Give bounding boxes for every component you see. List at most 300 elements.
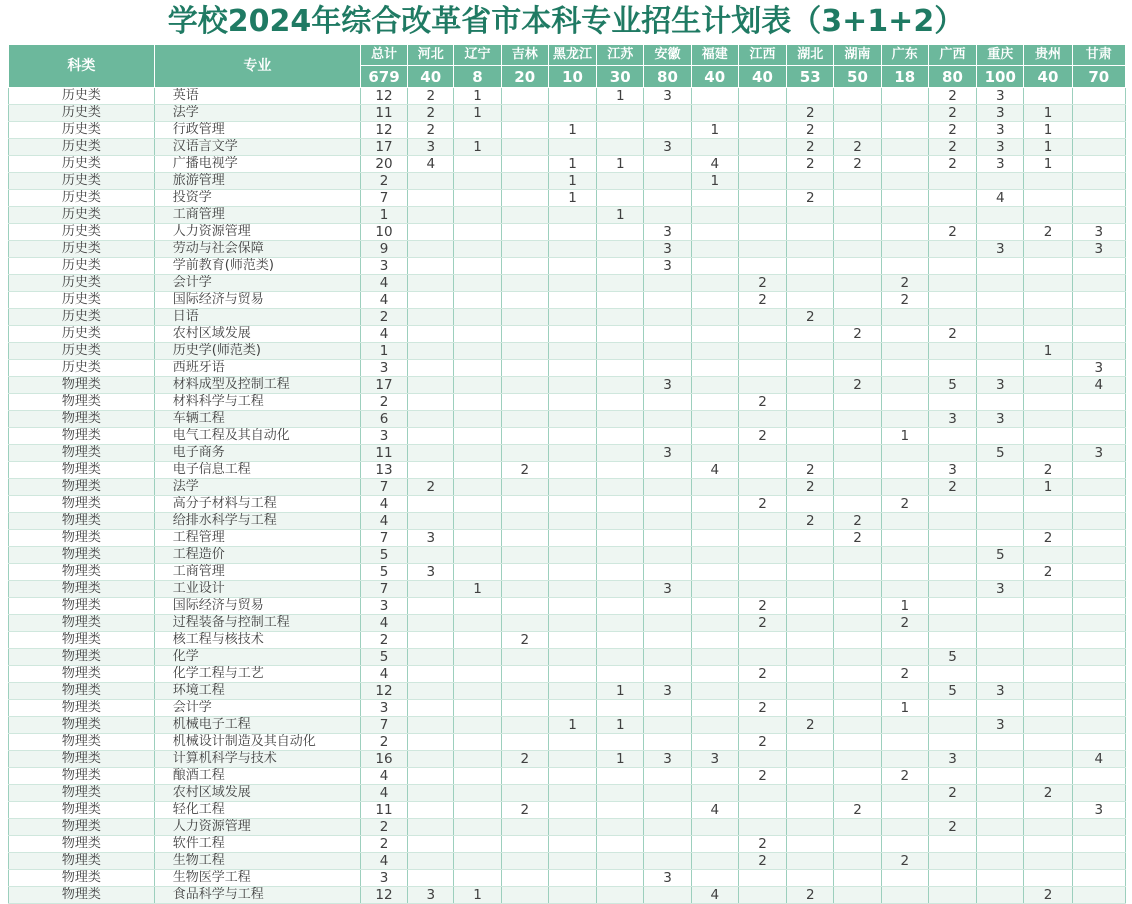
major-cell: 投资学	[154, 190, 360, 207]
quota-cell	[548, 853, 596, 870]
quota-cell	[691, 598, 738, 615]
category-cell: 物理类	[9, 683, 155, 700]
quota-cell: 5	[977, 445, 1024, 462]
quota-cell: 3	[408, 887, 454, 904]
quota-cell	[548, 326, 596, 343]
quota-cell	[644, 717, 691, 734]
major-cell: 人力资源管理	[154, 819, 360, 836]
quota-cell	[691, 717, 738, 734]
quota-cell	[881, 887, 928, 904]
quota-cell	[454, 802, 501, 819]
quota-cell	[787, 394, 834, 411]
header-total: 40	[738, 66, 786, 88]
quota-cell	[548, 411, 596, 428]
quota-cell	[501, 292, 548, 309]
header-province: 福建	[691, 45, 738, 66]
quota-cell	[408, 581, 454, 598]
quota-cell	[691, 819, 738, 836]
category-cell: 历史类	[9, 292, 155, 309]
quota-cell	[834, 105, 881, 122]
quota-cell	[787, 326, 834, 343]
quota-cell	[408, 700, 454, 717]
quota-cell	[738, 411, 786, 428]
category-cell: 历史类	[9, 173, 155, 190]
quota-cell	[691, 581, 738, 598]
quota-cell: 2	[738, 836, 786, 853]
quota-cell	[1072, 275, 1125, 292]
quota-cell	[597, 700, 644, 717]
quota-cell	[977, 513, 1024, 530]
quota-cell	[1072, 122, 1125, 139]
table-row	[9, 343, 1126, 360]
quota-cell	[928, 309, 976, 326]
major-cell: 酿酒工程	[154, 768, 360, 785]
quota-cell	[787, 632, 834, 649]
quota-cell	[787, 581, 834, 598]
quota-cell	[1024, 275, 1072, 292]
quota-cell: 4	[691, 802, 738, 819]
major-cell: 材料成型及控制工程	[154, 377, 360, 394]
quota-cell: 2	[787, 887, 834, 904]
header-province: 甘肃	[1072, 45, 1125, 66]
header-category: 科类	[9, 45, 155, 88]
table-row	[9, 734, 1126, 751]
quota-cell	[597, 241, 644, 258]
quota-cell	[501, 649, 548, 666]
quota-cell	[881, 836, 928, 853]
category-cell: 历史类	[9, 258, 155, 275]
quota-cell	[501, 819, 548, 836]
quota-cell	[977, 802, 1024, 819]
quota-cell	[408, 377, 454, 394]
quota-cell	[548, 360, 596, 377]
header-province: 总计	[360, 45, 407, 66]
quota-cell	[408, 819, 454, 836]
quota-cell: 2	[834, 530, 881, 547]
quota-cell	[597, 836, 644, 853]
table-row	[9, 887, 1126, 904]
major-cell: 会计学	[154, 700, 360, 717]
quota-cell	[501, 734, 548, 751]
category-cell: 物理类	[9, 428, 155, 445]
quota-cell	[408, 275, 454, 292]
row-total-cell: 6	[360, 411, 407, 428]
quota-cell	[408, 547, 454, 564]
quota-cell	[597, 360, 644, 377]
quota-cell	[834, 411, 881, 428]
quota-cell	[738, 751, 786, 768]
quota-cell	[787, 649, 834, 666]
quota-cell	[928, 632, 976, 649]
quota-cell	[834, 122, 881, 139]
quota-cell	[501, 207, 548, 224]
quota-cell	[787, 292, 834, 309]
quota-cell	[548, 751, 596, 768]
quota-cell: 3	[408, 139, 454, 156]
row-total-cell: 11	[360, 445, 407, 462]
major-cell: 日语	[154, 309, 360, 326]
table-row	[9, 479, 1126, 496]
category-cell: 历史类	[9, 326, 155, 343]
quota-cell: 2	[738, 275, 786, 292]
quota-cell	[1072, 326, 1125, 343]
category-cell: 历史类	[9, 309, 155, 326]
quota-cell	[454, 173, 501, 190]
table-row	[9, 564, 1126, 581]
quota-cell	[644, 309, 691, 326]
quota-cell	[454, 394, 501, 411]
table-row	[9, 632, 1126, 649]
quota-cell	[644, 122, 691, 139]
quota-cell	[928, 190, 976, 207]
quota-cell	[644, 734, 691, 751]
quota-cell	[501, 683, 548, 700]
quota-cell	[454, 207, 501, 224]
major-cell: 食品科学与工程	[154, 887, 360, 904]
quota-cell: 2	[787, 190, 834, 207]
quota-cell: 2	[501, 751, 548, 768]
quota-cell	[834, 615, 881, 632]
quota-cell	[597, 666, 644, 683]
quota-cell: 2	[928, 326, 976, 343]
table-row	[9, 411, 1126, 428]
quota-cell	[787, 258, 834, 275]
quota-cell	[597, 887, 644, 904]
quota-cell	[881, 734, 928, 751]
quota-cell	[1072, 632, 1125, 649]
major-cell: 过程装备与控制工程	[154, 615, 360, 632]
header-total: 53	[787, 66, 834, 88]
quota-cell	[501, 258, 548, 275]
quota-cell	[644, 564, 691, 581]
quota-cell	[928, 258, 976, 275]
quota-cell	[787, 615, 834, 632]
quota-cell	[977, 632, 1024, 649]
quota-cell: 2	[928, 88, 976, 105]
row-total-cell: 2	[360, 836, 407, 853]
header-total: 10	[548, 66, 596, 88]
quota-cell	[691, 547, 738, 564]
quota-cell	[881, 88, 928, 105]
quota-cell: 2	[787, 122, 834, 139]
quota-cell	[548, 734, 596, 751]
quota-cell	[834, 394, 881, 411]
quota-cell: 2	[928, 785, 976, 802]
table-row	[9, 292, 1126, 309]
quota-cell	[1024, 207, 1072, 224]
quota-cell	[454, 513, 501, 530]
quota-cell	[548, 615, 596, 632]
category-cell: 物理类	[9, 649, 155, 666]
quota-cell	[881, 530, 928, 547]
quota-cell	[454, 309, 501, 326]
quota-cell: 3	[928, 411, 976, 428]
major-cell: 生物工程	[154, 853, 360, 870]
quota-cell	[881, 156, 928, 173]
quota-cell	[597, 377, 644, 394]
table-header	[9, 45, 1126, 88]
quota-cell	[691, 683, 738, 700]
quota-cell	[1024, 547, 1072, 564]
quota-cell: 2	[787, 309, 834, 326]
row-total-cell: 4	[360, 513, 407, 530]
quota-cell	[787, 411, 834, 428]
quota-cell	[1024, 292, 1072, 309]
quota-cell	[1072, 547, 1125, 564]
header-province: 江苏	[597, 45, 644, 66]
quota-cell	[787, 360, 834, 377]
quota-cell	[597, 394, 644, 411]
quota-cell	[644, 836, 691, 853]
quota-cell	[548, 309, 596, 326]
quota-cell	[738, 581, 786, 598]
header-province: 湖南	[834, 45, 881, 66]
quota-cell: 3	[644, 445, 691, 462]
row-total-cell: 7	[360, 190, 407, 207]
quota-cell	[597, 173, 644, 190]
quota-cell	[834, 649, 881, 666]
quota-cell	[1024, 734, 1072, 751]
quota-cell: 2	[787, 139, 834, 156]
quota-cell: 2	[738, 496, 786, 513]
table-row	[9, 122, 1126, 139]
quota-cell	[597, 343, 644, 360]
quota-cell: 3	[977, 122, 1024, 139]
quota-cell	[501, 411, 548, 428]
quota-cell	[548, 275, 596, 292]
quota-cell	[501, 581, 548, 598]
quota-cell: 3	[977, 411, 1024, 428]
quota-cell: 3	[977, 241, 1024, 258]
quota-cell: 2	[928, 224, 976, 241]
quota-cell: 2	[787, 513, 834, 530]
quota-cell	[408, 717, 454, 734]
header-row-provinces	[9, 45, 1126, 66]
table-row	[9, 513, 1126, 530]
quota-cell	[1024, 309, 1072, 326]
quota-cell: 4	[977, 190, 1024, 207]
quota-cell	[928, 207, 976, 224]
table-row	[9, 819, 1126, 836]
table-row	[9, 683, 1126, 700]
quota-cell	[787, 428, 834, 445]
quota-cell	[787, 802, 834, 819]
table-row	[9, 547, 1126, 564]
quota-cell	[787, 241, 834, 258]
quota-cell	[597, 547, 644, 564]
quota-cell	[834, 683, 881, 700]
quota-cell	[501, 479, 548, 496]
quota-cell	[834, 768, 881, 785]
quota-cell	[597, 326, 644, 343]
quota-cell	[501, 853, 548, 870]
quota-cell	[454, 632, 501, 649]
quota-cell	[977, 700, 1024, 717]
table-row	[9, 139, 1126, 156]
category-cell: 物理类	[9, 598, 155, 615]
quota-cell	[548, 258, 596, 275]
quota-cell	[548, 564, 596, 581]
quota-cell	[691, 394, 738, 411]
row-total-cell: 7	[360, 530, 407, 547]
row-total-cell: 13	[360, 462, 407, 479]
quota-cell	[454, 700, 501, 717]
quota-cell: 2	[738, 768, 786, 785]
category-cell: 物理类	[9, 377, 155, 394]
major-cell: 工商管理	[154, 207, 360, 224]
quota-cell	[548, 581, 596, 598]
category-cell: 物理类	[9, 717, 155, 734]
quota-cell	[881, 122, 928, 139]
quota-cell	[454, 598, 501, 615]
quota-cell	[738, 224, 786, 241]
quota-cell	[597, 462, 644, 479]
major-cell: 电子信息工程	[154, 462, 360, 479]
quota-cell	[501, 88, 548, 105]
quota-cell	[691, 479, 738, 496]
quota-cell: 3	[977, 105, 1024, 122]
header-total: 80	[928, 66, 976, 88]
quota-cell	[597, 479, 644, 496]
quota-cell	[881, 462, 928, 479]
quota-cell	[977, 343, 1024, 360]
quota-cell	[787, 734, 834, 751]
quota-cell: 2	[1024, 887, 1072, 904]
quota-cell	[501, 190, 548, 207]
quota-cell	[1072, 258, 1125, 275]
quota-cell	[787, 343, 834, 360]
quota-cell	[597, 734, 644, 751]
quota-cell	[408, 326, 454, 343]
quota-cell	[834, 581, 881, 598]
quota-cell: 2	[501, 802, 548, 819]
quota-cell	[597, 122, 644, 139]
quota-cell	[597, 445, 644, 462]
quota-cell	[787, 666, 834, 683]
quota-cell	[548, 428, 596, 445]
header-province: 辽宁	[454, 45, 501, 66]
quota-cell	[834, 819, 881, 836]
row-total-cell: 5	[360, 649, 407, 666]
quota-cell	[787, 530, 834, 547]
table-row	[9, 241, 1126, 258]
quota-cell	[977, 224, 1024, 241]
header-province: 广西	[928, 45, 976, 66]
quota-cell	[597, 564, 644, 581]
quota-cell: 3	[1072, 802, 1125, 819]
quota-cell	[691, 88, 738, 105]
quota-cell	[548, 785, 596, 802]
quota-cell: 5	[928, 649, 976, 666]
row-total-cell: 7	[360, 479, 407, 496]
quota-cell	[501, 615, 548, 632]
quota-cell	[977, 598, 1024, 615]
quota-cell	[977, 785, 1024, 802]
quota-cell	[691, 190, 738, 207]
quota-cell	[977, 768, 1024, 785]
table-row	[9, 88, 1126, 105]
quota-cell	[408, 598, 454, 615]
row-total-cell: 3	[360, 428, 407, 445]
row-total-cell: 12	[360, 88, 407, 105]
major-cell: 工程造价	[154, 547, 360, 564]
quota-cell: 1	[691, 122, 738, 139]
quota-cell: 2	[928, 105, 976, 122]
quota-cell	[834, 343, 881, 360]
quota-cell	[548, 887, 596, 904]
quota-cell	[787, 564, 834, 581]
quota-cell	[977, 462, 1024, 479]
quota-cell: 2	[928, 156, 976, 173]
quota-cell	[501, 428, 548, 445]
quota-cell	[597, 598, 644, 615]
quota-cell	[691, 496, 738, 513]
category-cell: 历史类	[9, 122, 155, 139]
quota-cell: 3	[977, 581, 1024, 598]
quota-cell: 1	[548, 717, 596, 734]
category-cell: 物理类	[9, 445, 155, 462]
quota-cell	[1072, 479, 1125, 496]
quota-cell: 5	[977, 547, 1024, 564]
quota-cell	[738, 360, 786, 377]
quota-cell	[597, 224, 644, 241]
quota-cell	[928, 530, 976, 547]
quota-cell	[881, 360, 928, 377]
category-cell: 物理类	[9, 853, 155, 870]
quota-cell	[644, 292, 691, 309]
quota-cell: 3	[644, 88, 691, 105]
quota-cell	[644, 666, 691, 683]
quota-cell	[834, 462, 881, 479]
quota-cell	[597, 853, 644, 870]
quota-cell: 1	[597, 751, 644, 768]
quota-cell	[691, 666, 738, 683]
quota-cell	[834, 700, 881, 717]
quota-cell: 3	[977, 139, 1024, 156]
header-province: 贵州	[1024, 45, 1072, 66]
quota-cell	[738, 632, 786, 649]
quota-cell	[501, 836, 548, 853]
row-total-cell: 17	[360, 377, 407, 394]
quota-cell	[691, 258, 738, 275]
quota-cell: 2	[834, 802, 881, 819]
major-cell: 旅游管理	[154, 173, 360, 190]
quota-cell	[881, 717, 928, 734]
header-total: 8	[454, 66, 501, 88]
quota-cell	[738, 802, 786, 819]
quota-cell: 2	[1024, 785, 1072, 802]
row-total-cell: 17	[360, 139, 407, 156]
quota-cell	[928, 343, 976, 360]
quota-cell	[977, 173, 1024, 190]
quota-cell	[881, 870, 928, 887]
quota-cell: 1	[548, 190, 596, 207]
row-total-cell: 10	[360, 224, 407, 241]
quota-cell	[454, 377, 501, 394]
quota-cell	[834, 887, 881, 904]
quota-cell	[597, 292, 644, 309]
quota-cell	[787, 377, 834, 394]
quota-cell	[644, 887, 691, 904]
quota-cell	[597, 258, 644, 275]
quota-cell	[1072, 292, 1125, 309]
quota-cell	[408, 632, 454, 649]
quota-cell: 3	[408, 564, 454, 581]
category-cell: 物理类	[9, 870, 155, 887]
major-cell: 国际经济与贸易	[154, 292, 360, 309]
quota-cell	[644, 207, 691, 224]
table-row	[9, 785, 1126, 802]
